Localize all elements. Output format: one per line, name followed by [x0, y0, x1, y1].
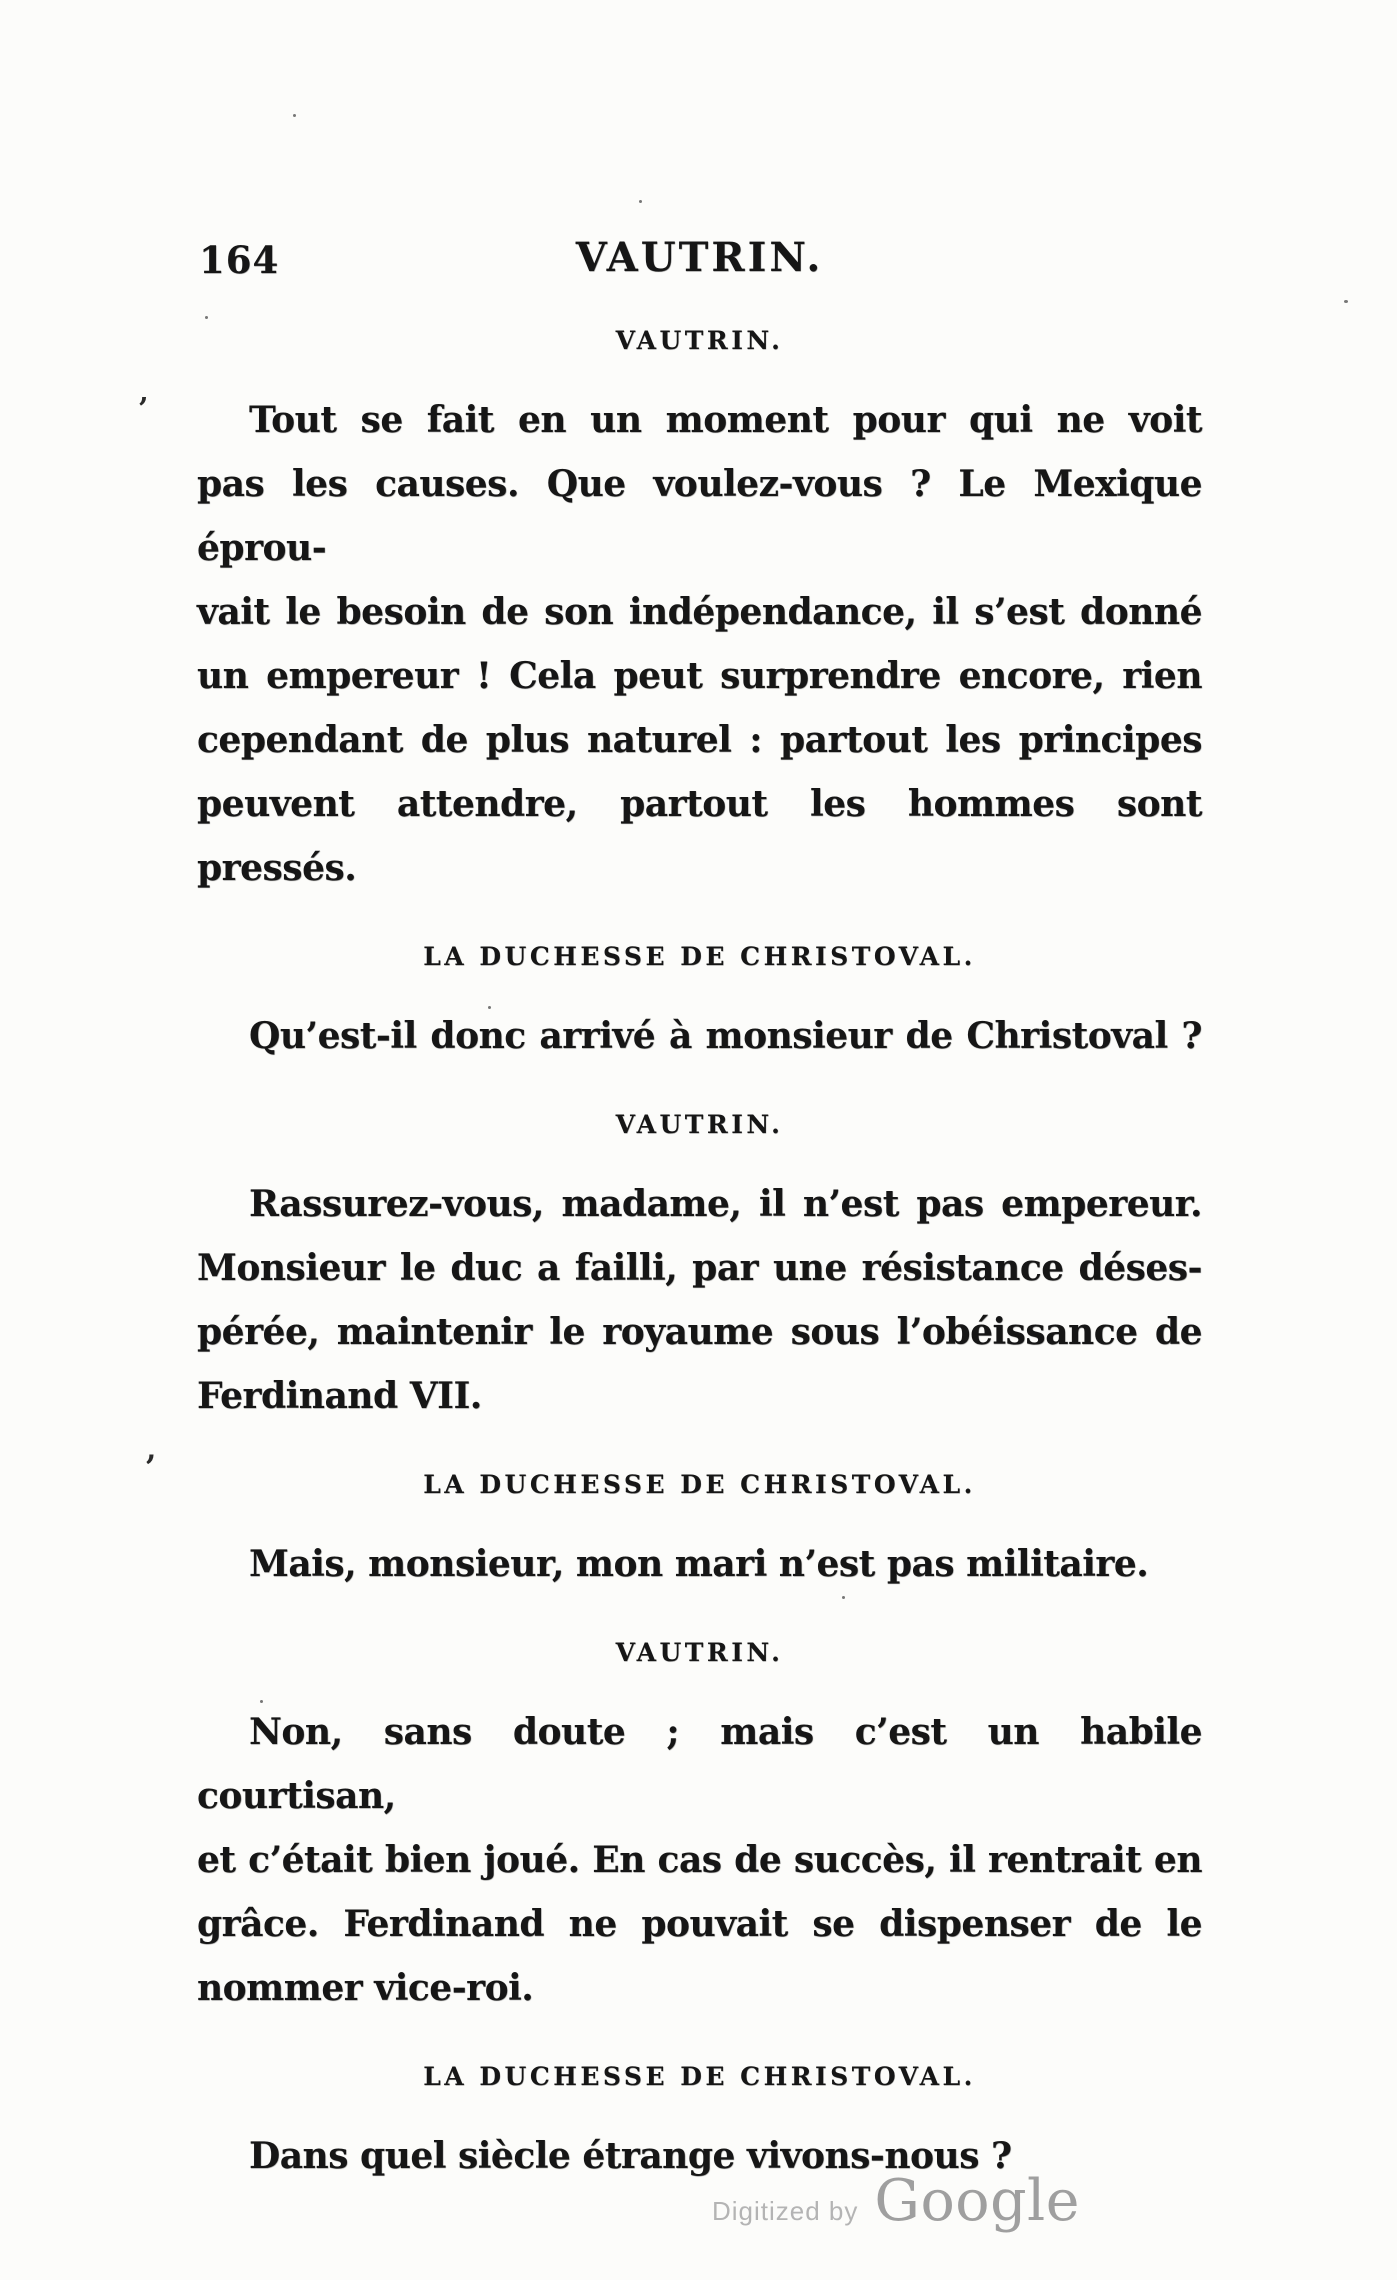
speech-text: [197, 1532, 1202, 1596]
text-line: et c’était bien joué. En cas de succès, il rentrait en: [197, 1839, 1202, 1881]
speech-block: [197, 1638, 1202, 2020]
speaker-heading: VAUTRIN.: [615, 326, 784, 355]
scan-speck: [205, 316, 208, 319]
speech-block: [197, 1470, 1202, 1596]
text-line: Rassurez-vous, madame, il n’est pas empereur.: [249, 1183, 1202, 1225]
scan-speck: [293, 114, 296, 117]
google-watermark: [712, 2168, 1080, 2234]
text-line: Qu’est-il donc arrivé à monsieur de Christoval ?: [249, 1015, 1202, 1057]
text-line: Tout se fait en un moment pour qui ne voit: [249, 399, 1202, 441]
page-number: 164: [199, 238, 280, 282]
speech-block: [197, 326, 1202, 900]
speaker-heading: LA DUCHESSE DE CHRISTOVAL.: [423, 942, 976, 971]
speech-text: [197, 1004, 1202, 1068]
scan-speck: [639, 200, 642, 203]
speaker-heading: LA DUCHESSE DE CHRISTOVAL.: [423, 1470, 976, 1499]
text-line: peuvent attendre, partout les hommes sont pressés.: [197, 783, 1202, 889]
stray-comma-mark: ,: [146, 1432, 157, 1467]
stray-apostrophe-mark: ’: [138, 392, 149, 427]
text-line: vait le besoin de son indépendance, il s’est donné: [197, 591, 1202, 633]
text-line: nommer vice-roi.: [197, 1967, 534, 2009]
speaker-heading: VAUTRIN.: [615, 1110, 784, 1139]
dialogue: [197, 326, 1202, 2188]
text-line: Dans quel siècle étrange vivons-nous ?: [249, 2135, 1012, 2177]
running-head: VAUTRIN.: [575, 234, 824, 281]
speech-block: [197, 942, 1202, 1068]
scan-speck: [842, 1596, 845, 1599]
scan-speck: [260, 1700, 263, 1703]
scan-speck: [488, 1006, 491, 1009]
text-line: grâce. Ferdinand ne pouvait se dispenser de le: [197, 1903, 1202, 1945]
text-line: cependant de plus naturel : partout les principes: [197, 719, 1202, 761]
digitized-by-label: Digitized by: [712, 2196, 859, 2226]
scan-speck: [1344, 300, 1348, 303]
speech-text: [197, 388, 1202, 900]
text-line: pérée, maintenir le royaume sous l’obéissance de: [197, 1311, 1202, 1353]
text-line: un empereur ! Cela peut surprendre encore, rien: [197, 655, 1202, 697]
speech-text: [197, 1700, 1202, 2020]
speaker-heading: VAUTRIN.: [615, 1638, 784, 1667]
text-line: Mais, monsieur, mon mari n’est pas militaire.: [249, 1543, 1149, 1585]
text-line: Ferdinand VII.: [197, 1375, 482, 1417]
speech-text: [197, 1172, 1202, 1428]
google-logo: Google: [874, 2168, 1081, 2234]
text-line: pas les causes. Que voulez-vous ? Le Mexique éprou-: [197, 463, 1202, 569]
speaker-heading: LA DUCHESSE DE CHRISTOVAL.: [423, 2062, 976, 2091]
speech-block: [197, 1110, 1202, 1428]
page-header: [197, 234, 1202, 286]
text-line: Monsieur le duc a failli, par une résistance déses-: [197, 1247, 1202, 1289]
text-line: Non, sans doute ; mais c’est un habile courtisan,: [197, 1711, 1202, 1817]
